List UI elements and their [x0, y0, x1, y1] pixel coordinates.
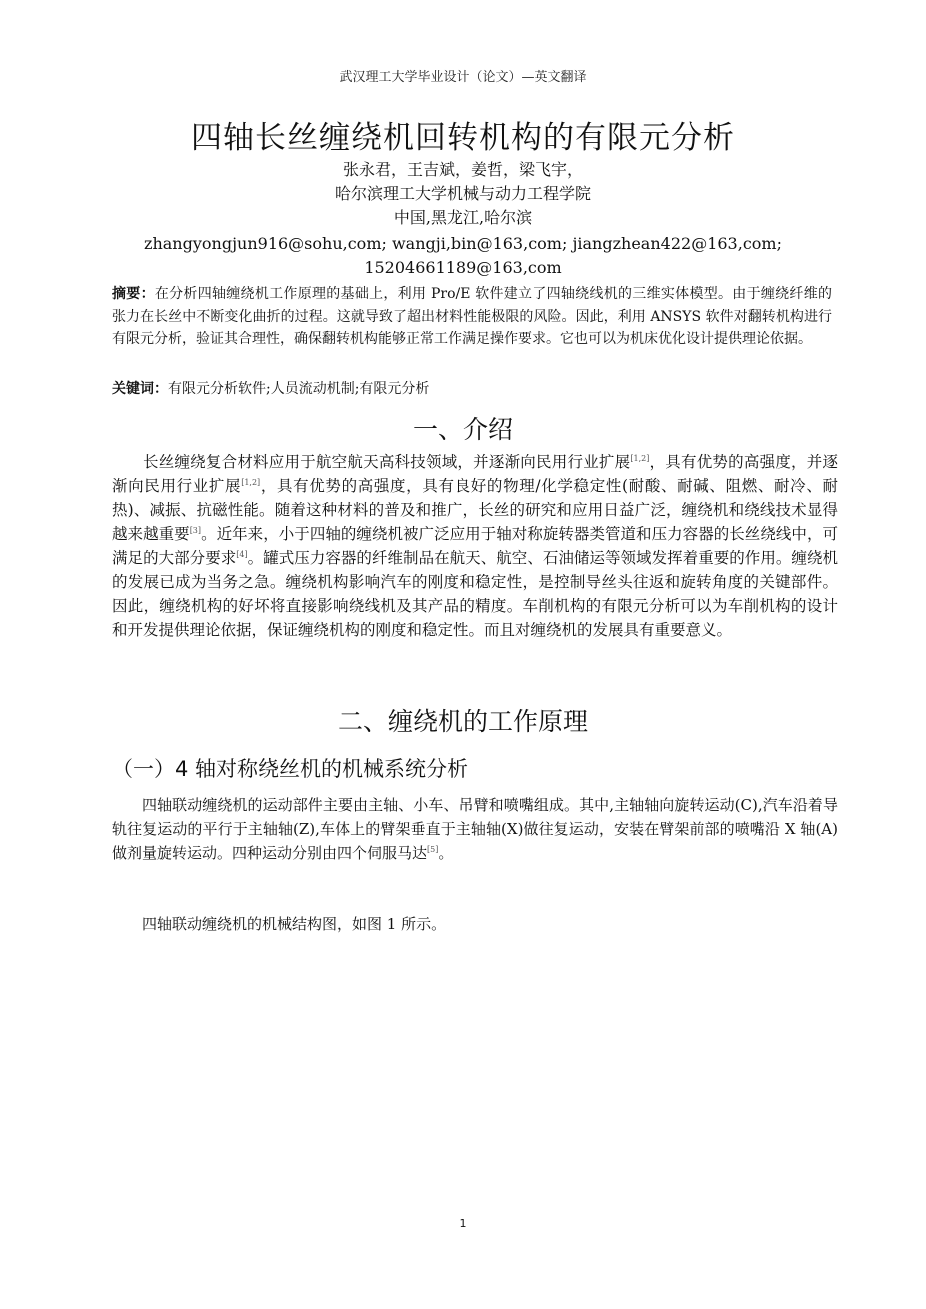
section-2-paragraph-2: 四轴联动缠绕机的机械结构图，如图 1 所示。 — [142, 915, 447, 933]
keywords-text: 有限元分析软件;人员流动机制;有限元分析 — [168, 381, 430, 397]
paper-emails-line1: zhangyongjun916@sohu,com; wangji,bin@163,com; jiangzhean422@163,com; — [144, 234, 782, 253]
section-1-heading: 一、介绍 — [412, 415, 513, 444]
citation-4: [4] — [236, 549, 248, 559]
s2-text-a: 四轴联动缠绕机的运动部件主要由主轴、小车、吊臂和喷嘴组成。其中,主轴轴向旋转运动(C),汽车沿着导轨往复运动的平行于主轴轴(Z),车体上的臂架垂直于主轴轴(X)做往复运动，安装在臂架前部的喷嘴沿 X 轴(A)做剂量旋转运动。四种运动分别由四个伺服马达 — [112, 796, 838, 862]
page-number: 1 — [459, 1217, 467, 1230]
s1-text-d: 。近年来，小于四轴的缠绕机被广泛应用于轴对称旋转器类管道和压力容器的长丝绕线中，可满足的大部分要求 — [112, 525, 838, 567]
section-2-paragraph-1 — [112, 793, 838, 865]
abstract-text: 在分析四轴缠绕机工作原理的基础上，利用 Pro/E 软件建立了四轴绕线机的三维实体模型。由于缠绕纤维的张力在长丝中不断变化曲折的过程。这就导致了超出材料性能极限的风险。因此，利用 ANSYS 软件对翻转机构进行有限元分析，验证其合理性，确保翻转机构能够正常工作满足操作要求。它也可以为机床优化设计提供理论依据。 — [112, 286, 832, 347]
keywords-label: 关键词： — [112, 381, 168, 397]
section-2-heading: 二、缠绕机的工作原理 — [337, 707, 588, 736]
s1-text-e: 。罐式压力容器的纤维制品在航天、航空、石油储运等领域发挥着重要的作用。缠绕机的发展已成为当务之急。缠绕机构影响汽车的刚度和稳定性，是控制导丝头往返和旋转角度的关键部件。因此，缠绕机构的好坏将直接影响绕线机及其产品的精度。车削机构的有限元分析可以为车削机构的设计和开发提供理论依据，保证缠绕机构的刚度和稳定性。而且对缠绕机的发展具有重要意义。 — [112, 549, 838, 639]
paper-title: 四轴长丝缠绕机回转机构的有限元分析 — [191, 120, 735, 156]
paper-emails-line2: 15204661189@163,com — [364, 258, 562, 277]
paper-authors: 张永君，王吉斌，姜哲，梁飞宇， — [342, 160, 583, 179]
s2-text-b: 。 — [438, 844, 454, 862]
running-header: 武汉理工大学毕业设计（论文）—英文翻译 — [339, 70, 587, 85]
s1-text-b: ，具有优势的高强度，并逐渐向民用行业扩展 — [112, 453, 838, 495]
s1-text-a: 长丝缠绕复合材料应用于航空航天高科技领域，并逐渐向民用行业扩展 — [143, 453, 631, 471]
s1-text-c: ，具有优势的高强度，具有良好的物理/化学稳定性(耐酸、耐碱、阻燃、耐冷、耐热)、减振、抗磁性能。随着这种材料的普及和推广，长丝的研究和应用日益广泛，缠绕机和绕线技术显得越来越重要 — [112, 477, 838, 543]
paper-affiliation: 哈尔滨理工大学机械与动力工程学院 — [334, 184, 591, 203]
citation-3: [3] — [189, 525, 202, 535]
section-1-paragraph — [112, 450, 838, 642]
citation-1-2-a: [1,2] — [630, 453, 650, 463]
abstract-label: 摘要： — [112, 286, 155, 302]
citation-1-2-b: [1,2] — [241, 477, 261, 487]
keywords — [112, 378, 832, 401]
abstract — [112, 283, 832, 351]
section-2-1-heading: （一）4 轴对称绕丝机的机械系统分析 — [112, 757, 469, 781]
paper-location: 中国,黑龙江,哈尔滨 — [393, 208, 533, 227]
citation-5: [5] — [427, 845, 439, 854]
